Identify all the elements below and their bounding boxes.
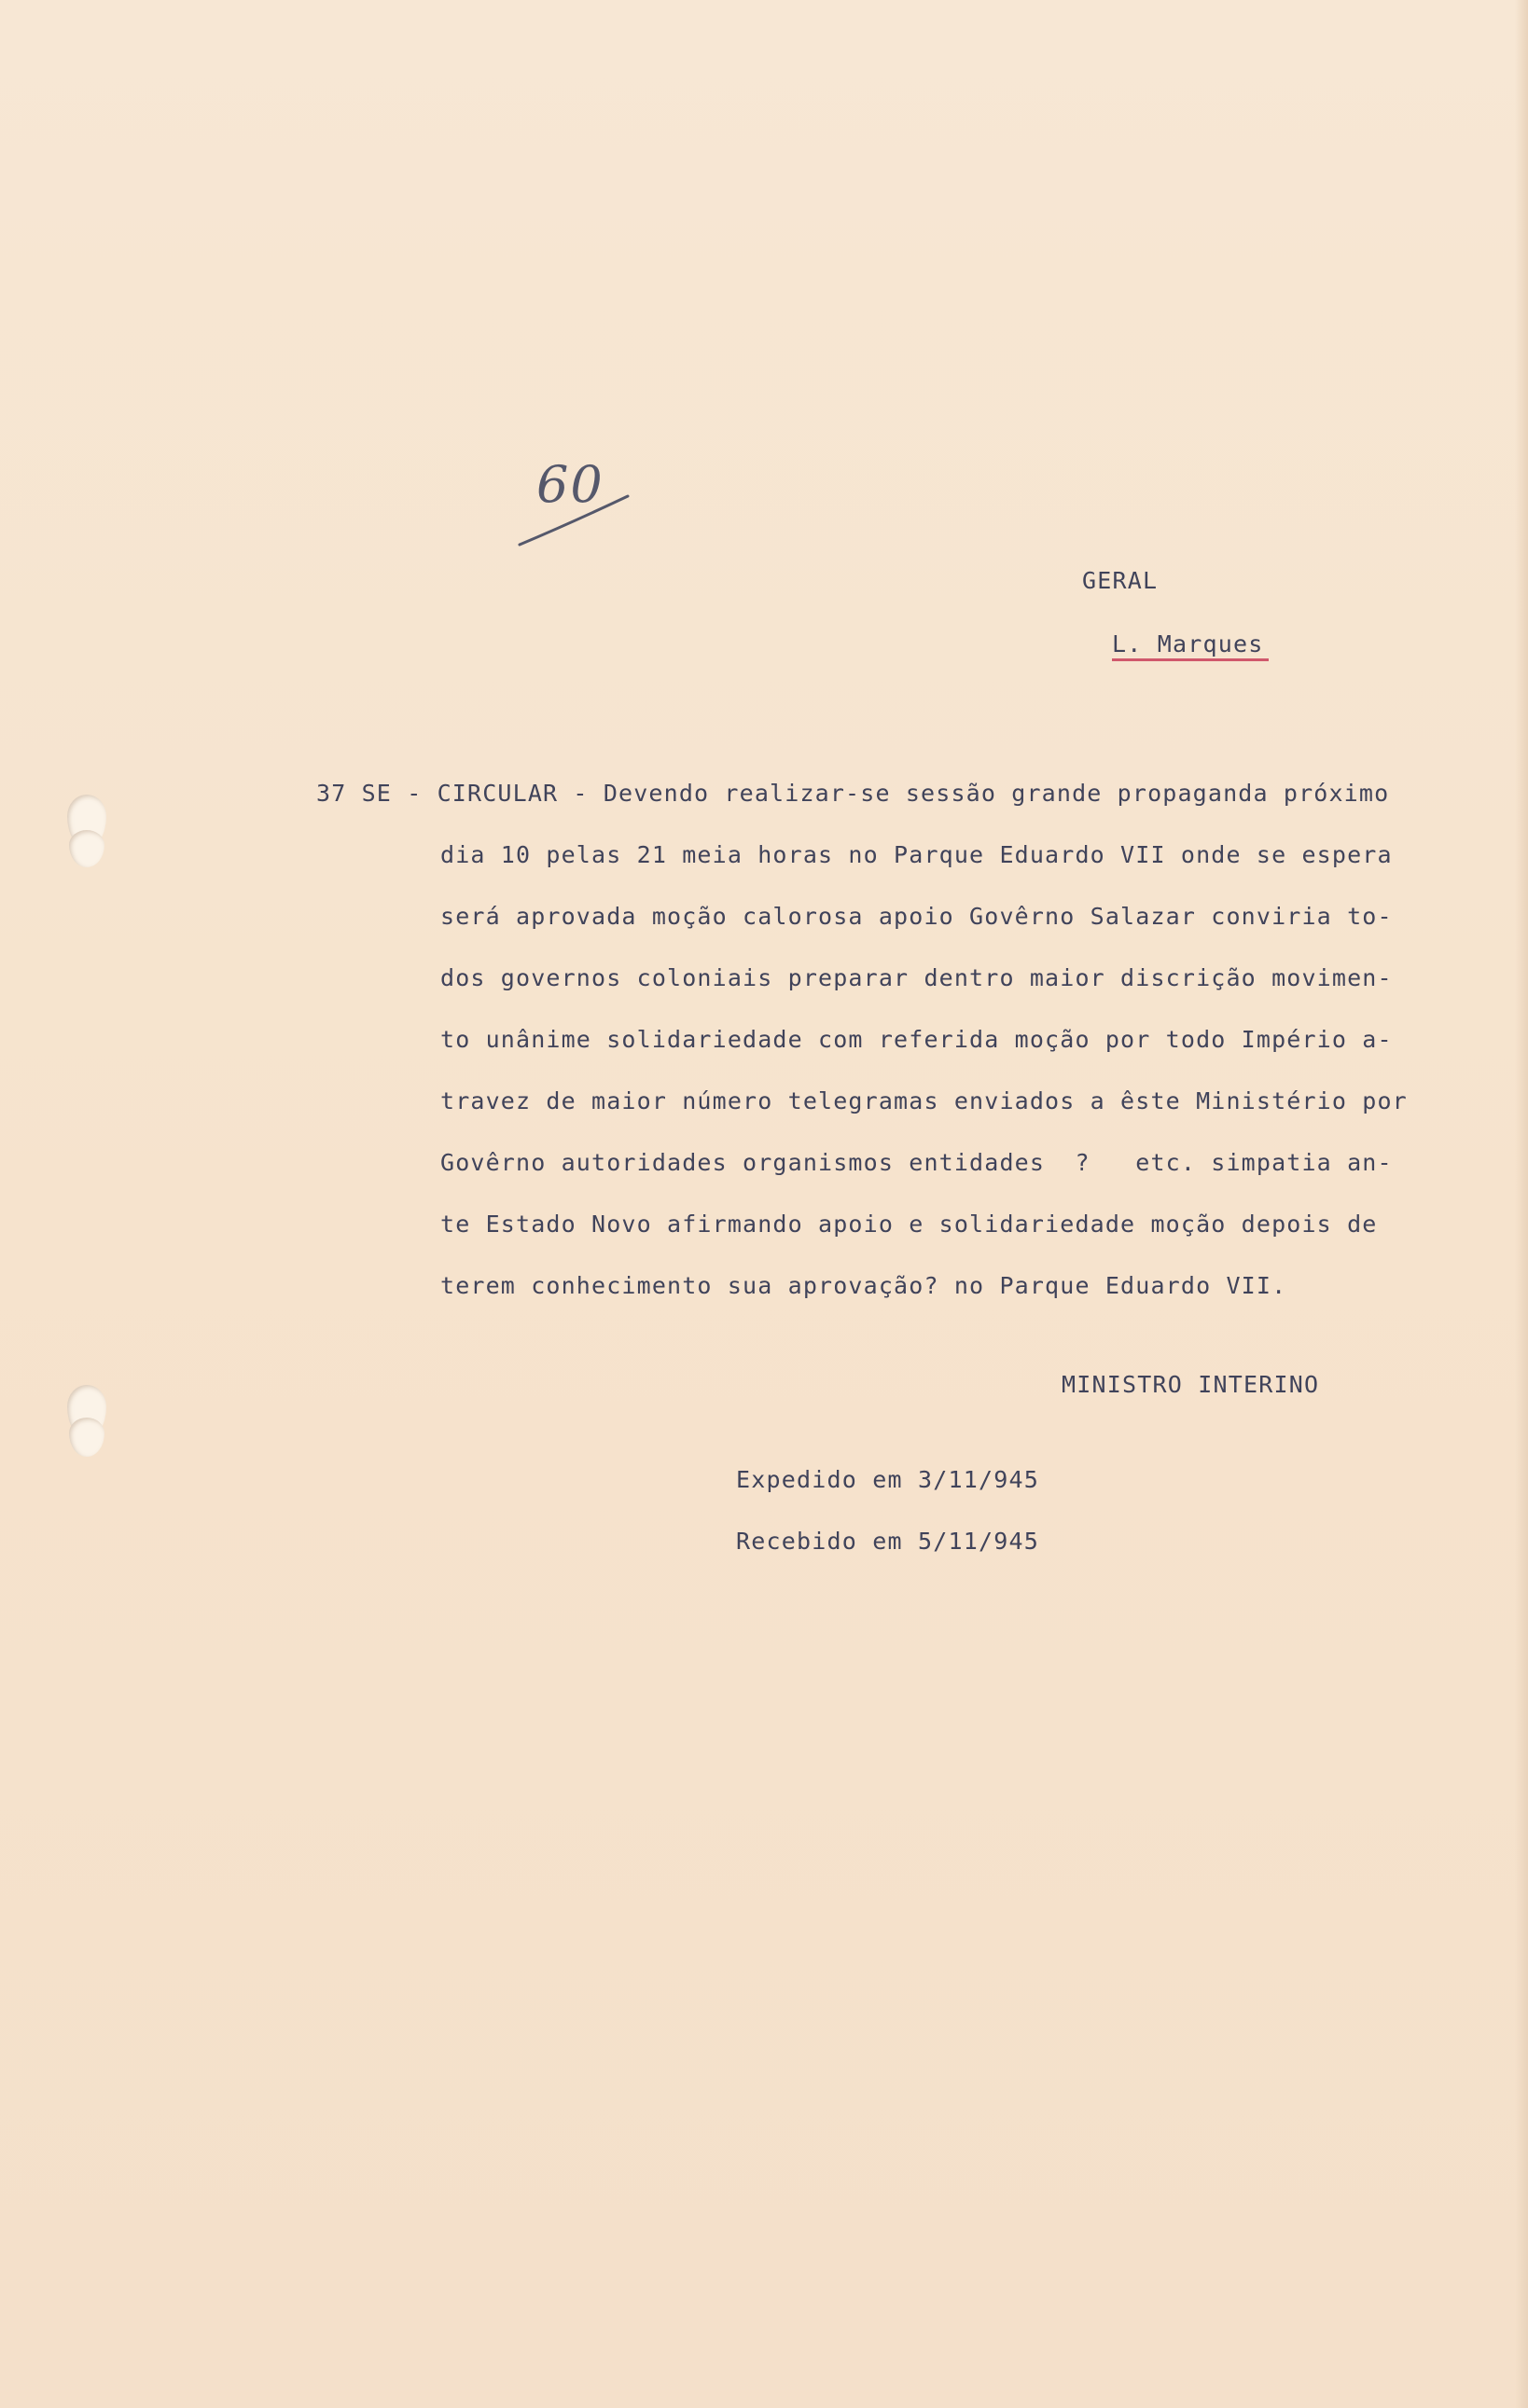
received-date: Recebido em 5/11/945 bbox=[736, 1528, 1040, 1555]
signatory-name: L. Marques bbox=[1112, 630, 1264, 657]
telegram-line: travez de maior número telegramas enviados a êste Ministério por bbox=[440, 1087, 1408, 1114]
signatory-underline bbox=[1112, 658, 1269, 661]
distribution-label: GERAL bbox=[1082, 567, 1159, 594]
telegram-line: terem conhecimento sua aprovação? no Parque Eduardo VII. bbox=[440, 1272, 1287, 1299]
telegram-line: to unânime solidariedade com referida moção por todo Império a- bbox=[440, 1026, 1393, 1053]
telegram-line: te Estado Novo afirmando apoio e solidariedade moção depois de bbox=[440, 1211, 1378, 1238]
sender-signature: MINISTRO INTERINO bbox=[1062, 1371, 1320, 1398]
telegram-line: Govêrno autoridades organismos entidades ? etc. simpatia an- bbox=[440, 1149, 1393, 1176]
page-edge-shadow bbox=[1515, 0, 1528, 2408]
sent-date: Expedido em 3/11/945 bbox=[736, 1466, 1040, 1493]
handwritten-folio-number bbox=[518, 455, 630, 548]
telegram-line: 37 SE - CIRCULAR - Devendo realizar-se sessão grande propaganda próximo bbox=[316, 780, 1390, 807]
telegram-line: dia 10 pelas 21 meia horas no Parque Eduardo VII onde se espera bbox=[440, 841, 1393, 868]
telegram-line: dos governos coloniais preparar dentro maior discrição movimen- bbox=[440, 964, 1393, 991]
folio-number-text: 60 bbox=[536, 455, 604, 514]
telegram-line: será aprovada moção calorosa apoio Govêrno Salazar conviria to- bbox=[440, 903, 1393, 930]
